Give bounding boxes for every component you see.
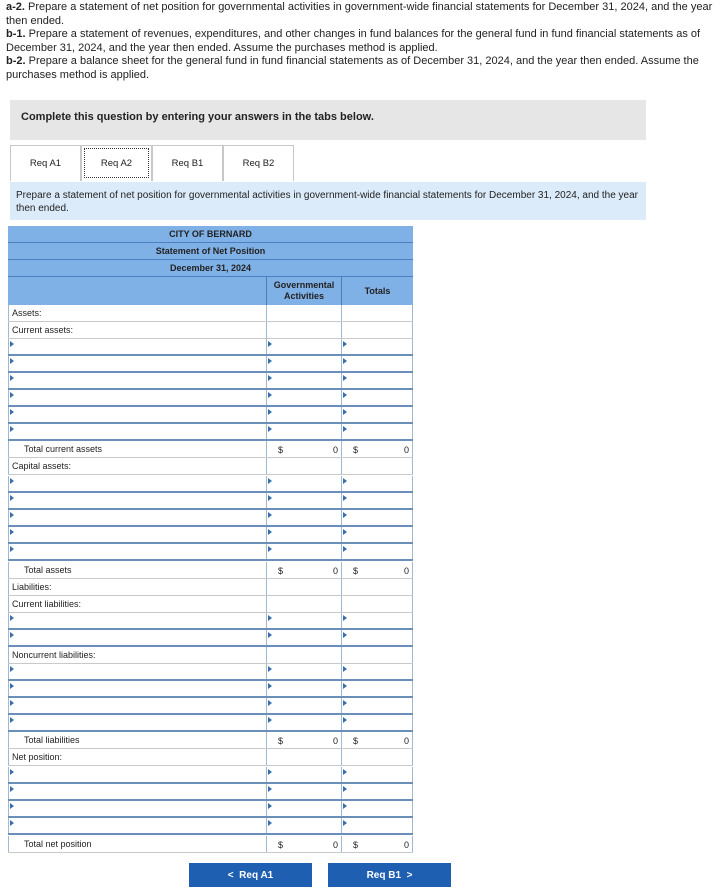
totals-amount-input[interactable] (341, 544, 413, 559)
dropdown-marker-icon (268, 341, 272, 347)
dropdown-marker-icon (343, 803, 347, 809)
prev-req-label: Req A1 (239, 870, 274, 881)
account-select[interactable] (8, 630, 266, 645)
dropdown-marker-icon (268, 495, 272, 501)
governmental-amount-input[interactable] (266, 493, 341, 508)
section-label-row (8, 596, 413, 613)
totals-amount-input[interactable] (341, 527, 413, 542)
governmental-total-value: 0 (332, 840, 338, 850)
requirement-prompt: Prepare a statement of net position for governmental activities in government-wide financial statements for December 31, 2024, and the year then ended. (10, 182, 646, 220)
entry-row (8, 613, 413, 630)
entry-row (8, 784, 413, 801)
governmental-amount-input[interactable] (266, 664, 341, 679)
next-req-button[interactable] (328, 863, 451, 887)
totals-amount-input[interactable] (341, 356, 413, 371)
totals-amount-input[interactable] (341, 784, 413, 799)
account-select[interactable] (8, 373, 266, 388)
totals-amount-input[interactable] (341, 801, 413, 816)
governmental-amount-input[interactable] (266, 767, 341, 782)
dropdown-marker-icon (343, 478, 347, 484)
entry-row (8, 801, 413, 818)
account-select[interactable] (8, 510, 266, 525)
total-label: Total net position (24, 839, 92, 849)
dropdown-marker-icon (10, 392, 14, 398)
total-row (8, 836, 413, 853)
account-select[interactable] (8, 476, 266, 491)
account-select[interactable] (8, 818, 266, 833)
dropdown-marker-icon (343, 769, 347, 775)
dropdown-marker-icon (10, 478, 14, 484)
account-select[interactable] (8, 664, 266, 679)
section-label-row (8, 305, 413, 322)
chevron-right-icon: > (406, 870, 413, 881)
entry-row (8, 630, 413, 647)
governmental-amount-input[interactable] (266, 818, 341, 833)
account-select[interactable] (8, 767, 266, 782)
tab-req-a1[interactable]: Req A1 (10, 145, 81, 181)
governmental-total-value: 0 (332, 736, 338, 746)
totals-amount-input[interactable] (341, 681, 413, 696)
account-select[interactable] (8, 613, 266, 628)
section-label: Noncurrent liabilities: (12, 650, 96, 660)
governmental-amount-input[interactable] (266, 801, 341, 816)
account-select[interactable] (8, 390, 266, 405)
dropdown-marker-icon (343, 683, 347, 689)
account-select[interactable] (8, 527, 266, 542)
complete-prompt: Complete this question by entering your answers in the tabs below. (21, 111, 374, 123)
totals-total-value: 0 (403, 736, 409, 746)
prev-req-button[interactable] (189, 863, 312, 887)
entry-row (8, 715, 413, 732)
dropdown-marker-icon (343, 392, 347, 398)
totals-amount-input[interactable] (341, 715, 413, 730)
entry-row (8, 339, 413, 356)
entry-row (8, 664, 413, 681)
dropdown-marker-icon (268, 392, 272, 398)
dropdown-marker-icon (268, 546, 272, 552)
section-label: Current assets: (12, 325, 74, 335)
account-select[interactable] (8, 544, 266, 559)
dropdown-marker-icon (10, 341, 14, 347)
account-select[interactable] (8, 784, 266, 799)
tab-req-b1[interactable]: Req B1 (152, 145, 223, 181)
currency-symbol: $ (278, 840, 284, 850)
dropdown-marker-icon (10, 717, 14, 723)
account-select[interactable] (8, 801, 266, 816)
governmental-amount-input[interactable] (266, 373, 341, 388)
entry-row (8, 767, 413, 784)
dropdown-marker-icon (343, 426, 347, 432)
section-label: Current liabilities: (12, 599, 82, 609)
dropdown-marker-icon (343, 495, 347, 501)
dropdown-marker-icon (10, 615, 14, 621)
chevron-left-icon: < (227, 870, 234, 881)
governmental-amount-input[interactable] (266, 613, 341, 628)
dropdown-marker-icon (343, 700, 347, 706)
dropdown-marker-icon (10, 700, 14, 706)
instruction-b2: b-2. Prepare a balance sheet for the general fund in fund financial statements as of December 31, 2024, and the year then ended. Assume the purchases method is applied. (6, 55, 699, 81)
dropdown-marker-icon (343, 615, 347, 621)
governmental-column-header: Governmental Activities (266, 277, 341, 305)
total-row (8, 732, 413, 749)
entry-row (8, 544, 413, 561)
section-label-row (8, 458, 413, 475)
account-select[interactable] (8, 356, 266, 371)
dropdown-marker-icon (268, 786, 272, 792)
governmental-total-value: 0 (332, 445, 338, 455)
dropdown-marker-icon (10, 529, 14, 535)
dropdown-marker-icon (10, 495, 14, 501)
dropdown-marker-icon (343, 341, 347, 347)
entry-row (8, 818, 413, 835)
totals-amount-input[interactable] (341, 476, 413, 491)
complete-banner (10, 100, 646, 140)
account-select[interactable] (8, 407, 266, 422)
totals-amount-input[interactable] (341, 664, 413, 679)
dropdown-marker-icon (10, 769, 14, 775)
totals-amount-input[interactable] (341, 424, 413, 439)
dropdown-marker-icon (10, 375, 14, 381)
entry-row (8, 527, 413, 544)
currency-symbol: $ (353, 445, 359, 455)
account-select[interactable] (8, 424, 266, 439)
tab-req-b2[interactable]: Req B2 (223, 145, 294, 181)
dropdown-marker-icon (268, 683, 272, 689)
currency-symbol: $ (278, 736, 284, 746)
dropdown-marker-icon (268, 358, 272, 364)
governmental-amount-input[interactable] (266, 476, 341, 491)
dropdown-marker-icon (10, 358, 14, 364)
governmental-total-value: 0 (332, 566, 338, 576)
governmental-amount-input[interactable] (266, 681, 341, 696)
dropdown-marker-icon (343, 375, 347, 381)
section-label-row (8, 322, 413, 339)
governmental-amount-input[interactable] (266, 784, 341, 799)
account-select[interactable] (8, 493, 266, 508)
governmental-amount-input[interactable] (266, 698, 341, 713)
dropdown-marker-icon (343, 358, 347, 364)
entry-row (8, 424, 413, 441)
dropdown-marker-icon (268, 375, 272, 381)
entity-name: CITY OF BERNARD (8, 226, 413, 243)
totals-amount-input[interactable] (341, 510, 413, 525)
dropdown-marker-icon (10, 409, 14, 415)
next-req-label: Req B1 (366, 870, 402, 881)
totals-amount-input[interactable] (341, 613, 413, 628)
dropdown-marker-icon (343, 529, 347, 535)
dropdown-marker-icon (343, 632, 347, 638)
instructions (6, 1, 722, 82)
section-label: Capital assets: (12, 461, 72, 471)
governmental-amount-input[interactable] (266, 390, 341, 405)
dropdown-marker-icon (268, 717, 272, 723)
label-column-header (8, 277, 266, 305)
entry-row (8, 510, 413, 527)
totals-total-value: 0 (403, 566, 409, 576)
section-label: Net position: (12, 752, 63, 762)
currency-symbol: $ (353, 566, 359, 576)
dropdown-marker-icon (10, 426, 14, 432)
totals-total-value: 0 (403, 840, 409, 850)
dropdown-marker-icon (268, 426, 272, 432)
totals-total-value: 0 (403, 445, 409, 455)
governmental-amount-input[interactable] (266, 527, 341, 542)
section-label: Assets: (12, 308, 42, 318)
dropdown-marker-icon (268, 615, 272, 621)
entry-row (8, 476, 413, 493)
section-label: Liabilities: (12, 582, 52, 592)
section-label-row (8, 749, 413, 766)
totals-amount-input[interactable] (341, 818, 413, 833)
entry-row (8, 356, 413, 373)
section-label-row (8, 579, 413, 596)
dropdown-marker-icon (268, 632, 272, 638)
dropdown-marker-icon (343, 512, 347, 518)
dropdown-marker-icon (268, 409, 272, 415)
governmental-amount-input[interactable] (266, 339, 341, 354)
currency-symbol: $ (278, 445, 284, 455)
statement-title: Statement of Net Position (8, 243, 413, 260)
entry-row (8, 407, 413, 424)
totals-amount-input[interactable] (341, 767, 413, 782)
total-label: Total assets (24, 565, 72, 575)
governmental-amount-input[interactable] (266, 510, 341, 525)
dropdown-marker-icon (268, 529, 272, 535)
entry-row (8, 698, 413, 715)
tab-req-a2[interactable]: Req A2 (81, 145, 152, 181)
governmental-amount-input[interactable] (266, 544, 341, 559)
dropdown-marker-icon (343, 546, 347, 552)
account-select[interactable] (8, 715, 266, 730)
dropdown-marker-icon (343, 717, 347, 723)
dropdown-marker-icon (343, 666, 347, 672)
governmental-amount-input[interactable] (266, 356, 341, 371)
account-select[interactable] (8, 339, 266, 354)
dropdown-marker-icon (268, 666, 272, 672)
dropdown-marker-icon (268, 769, 272, 775)
governmental-amount-input[interactable] (266, 424, 341, 439)
currency-symbol: $ (278, 566, 284, 576)
governmental-amount-input[interactable] (266, 407, 341, 422)
entry-row (8, 373, 413, 390)
governmental-amount-input[interactable] (266, 630, 341, 645)
dropdown-marker-icon (268, 512, 272, 518)
dropdown-marker-icon (10, 683, 14, 689)
dropdown-marker-icon (10, 666, 14, 672)
currency-symbol: $ (353, 840, 359, 850)
entry-row (8, 390, 413, 407)
total-row (8, 441, 413, 458)
totals-amount-input[interactable] (341, 390, 413, 405)
dropdown-marker-icon (10, 546, 14, 552)
dropdown-marker-icon (10, 803, 14, 809)
totals-amount-input[interactable] (341, 407, 413, 422)
dropdown-marker-icon (268, 478, 272, 484)
total-label: Total current assets (24, 444, 103, 454)
dropdown-marker-icon (10, 786, 14, 792)
governmental-amount-input[interactable] (266, 715, 341, 730)
dropdown-marker-icon (343, 820, 347, 826)
dropdown-marker-icon (343, 409, 347, 415)
total-row (8, 562, 413, 579)
instruction-b1: b-1. Prepare a statement of revenues, expenditures, and other changes in fund balances for the general fund in fund financial statements as of December 31, 2024, and the year then ended. Assume the purchases method is applied. (6, 28, 701, 54)
totals-amount-input[interactable] (341, 493, 413, 508)
totals-amount-input[interactable] (341, 339, 413, 354)
dropdown-marker-icon (10, 820, 14, 826)
entry-row (8, 493, 413, 510)
dropdown-marker-icon (268, 803, 272, 809)
account-select[interactable] (8, 681, 266, 696)
totals-column-header: Totals (341, 277, 413, 305)
dropdown-marker-icon (10, 632, 14, 638)
dropdown-marker-icon (268, 700, 272, 706)
totals-amount-input[interactable] (341, 630, 413, 645)
total-label: Total liabilities (24, 735, 80, 745)
totals-amount-input[interactable] (341, 698, 413, 713)
section-label-row (8, 647, 413, 664)
dropdown-marker-icon (343, 786, 347, 792)
statement-date: December 31, 2024 (8, 260, 413, 277)
account-select[interactable] (8, 698, 266, 713)
instruction-a2: a-2. Prepare a statement of net position for governmental activities in government-wide financial statements for December 31, 2024, and the year then ended. (6, 1, 713, 27)
dropdown-marker-icon (10, 512, 14, 518)
entry-row (8, 681, 413, 698)
currency-symbol: $ (353, 736, 359, 746)
dropdown-marker-icon (268, 820, 272, 826)
totals-amount-input[interactable] (341, 373, 413, 388)
